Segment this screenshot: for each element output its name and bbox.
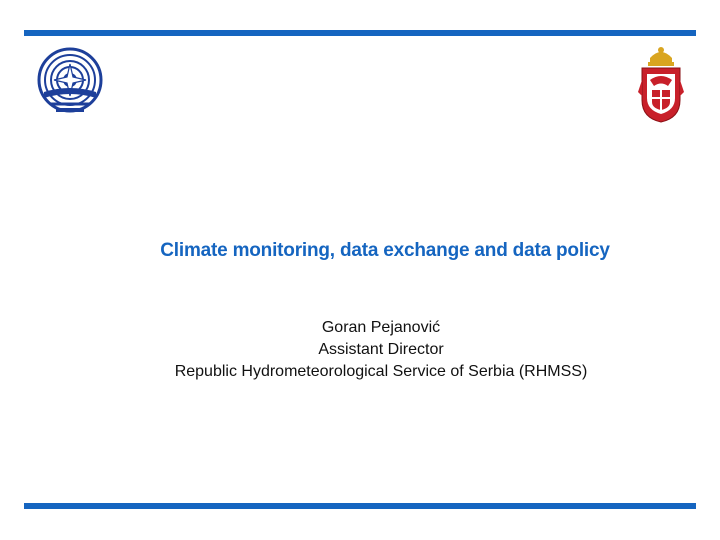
serbian-coat-of-arms-icon <box>638 46 684 124</box>
slide-title <box>0 240 720 262</box>
bottom-divider <box>24 503 696 509</box>
author-role: Assistant Director <box>318 341 444 358</box>
top-divider <box>24 30 696 36</box>
author-block <box>0 317 720 383</box>
author-organization: Republic Hydrometeorological Service of Serbia (RHMSS) <box>174 363 588 380</box>
author-name: Goran Pejanović <box>321 319 441 336</box>
rhmss-emblem-icon <box>34 46 106 118</box>
slide-title-text: Climate monitoring, data exchange and data policy <box>160 240 610 261</box>
